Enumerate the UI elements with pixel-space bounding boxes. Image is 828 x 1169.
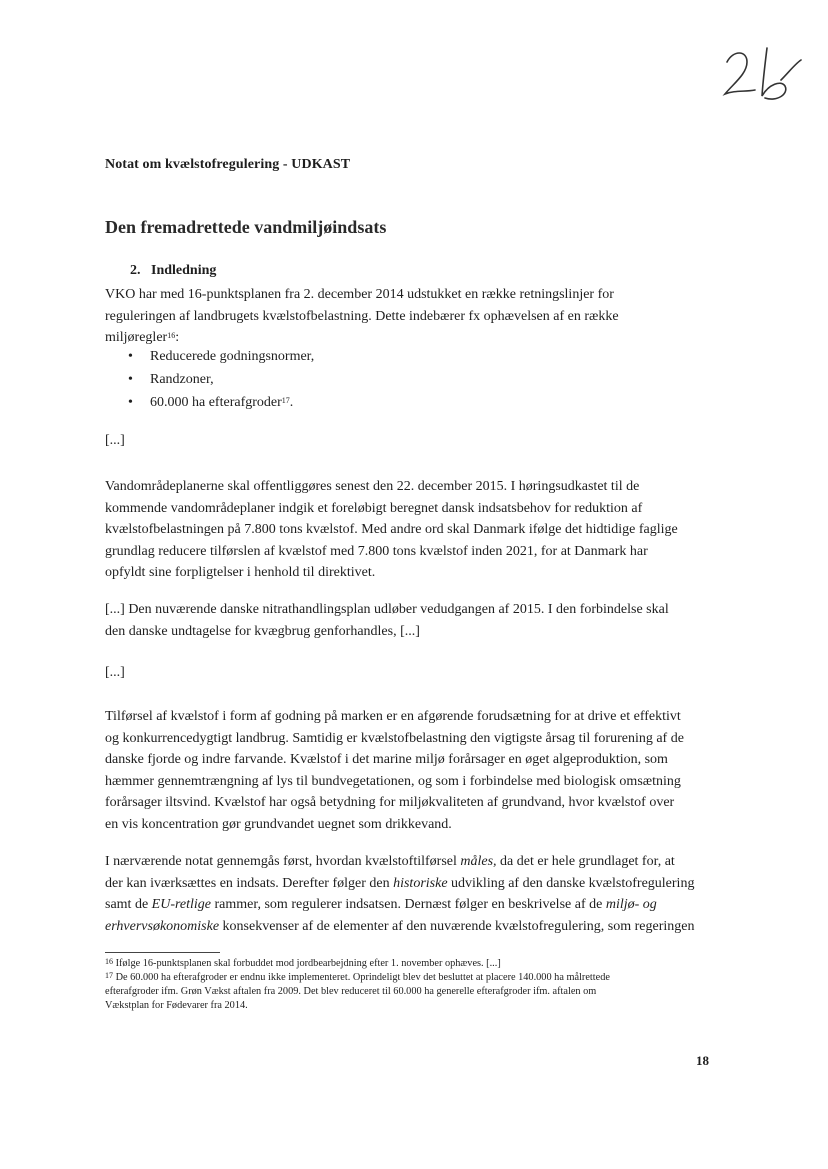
paragraph-line xyxy=(105,873,717,895)
paragraph-line: forårsager iltsvind. Kvælstof har også betydning for miljøkvaliteten af grundvand, hvor kvælstof over xyxy=(105,795,675,810)
section-title: Den fremadrettede vandmiljøindsats xyxy=(105,217,387,237)
text-run: der kan iværksættes en indsats. Derefter følger den xyxy=(105,875,394,891)
bullet-icon: • xyxy=(128,349,133,364)
intro-text-end: : xyxy=(175,330,180,345)
emphasis: erhvervsøkonomiske xyxy=(105,918,220,934)
paragraph-line: kvælstofbelastningen på 7.800 tons kvælstof. Med andre ord skal Danmark ifølge det hidtidige faglige xyxy=(105,522,678,537)
footnote-17-cont: efterafgroder ifm. Grøn Vækst aftalen fra 2009. Det blev reduceret til 60.000 ha generelle efterafgroder ifm. aftalen om xyxy=(105,986,597,997)
paragraph-line: opfyldt sine forpligtelser i henhold til direktivet. xyxy=(105,565,376,580)
footnotes xyxy=(105,957,717,1013)
list-item-text: Randzoner, xyxy=(150,372,214,387)
paragraph-line: den danske undtagelse for kvægbrug genforhandles, [...] xyxy=(105,623,420,639)
paragraph-line xyxy=(105,851,717,873)
paragraph-tilforsel xyxy=(105,706,717,835)
list-item-text: 60.000 ha efterafgroder xyxy=(150,395,282,410)
paragraph-line: Tilførsel af kvælstof i form af godning på marken er en afgørende forudsætning for at drive et effektivt xyxy=(105,709,681,724)
text-run: samt de xyxy=(105,897,152,912)
paragraph-line: [...] Den nuværende danske nitrathandlingsplan udløber vedudgangen af 2015. I den forbindelse skal xyxy=(105,602,669,617)
intro-paragraph xyxy=(105,284,717,349)
paragraph-line xyxy=(105,916,717,938)
intro-line: VKO har med 16-punktsplanen fra 2. december 2014 udstukket en række retningslinjer for xyxy=(105,287,614,302)
paragraph-line: Vandområdeplanerne skal offentliggøres senest den 22. december 2015. I høringsudkastet til de xyxy=(105,479,640,494)
paragraph-line: hæmmer gennemtrængning af lys til bundvegetationen, og som i forbindelse med biologisk omsætning xyxy=(105,773,681,789)
bullet-list xyxy=(128,345,314,414)
paragraph-line: danske fjorde og indre farvande. Kvælstof i det marine miljø forårsager en øget algeproduktion, som xyxy=(105,752,668,767)
footnote-text: Ifølge 16-punktsplanen skal forbuddet mod jordbearbejdning efter 1. november ophæves. [...] xyxy=(113,958,501,969)
emphasis: EU-retlige xyxy=(151,897,212,912)
paragraph-notat xyxy=(105,851,717,937)
footnote-divider xyxy=(105,952,220,953)
text-run: I nærværende notat gennemgås først, hvordan kvælstoftilførsel xyxy=(105,854,461,869)
paragraph-line: kommende vandområdeplaner indgik et foreløbigt beregnet dansk indsatsbehov for reduktion af xyxy=(105,500,643,516)
footnote-ref-16: 16 xyxy=(167,331,176,340)
text-run: konsekvenser af de elementer af den nuværende kvælstofregulering, som regeringen xyxy=(219,918,695,934)
paragraph-line: grundlag reducere tilførslen af kvælstof med 7.800 tons kvælstof inden 2021, for at Danmark har xyxy=(105,543,648,559)
list-item xyxy=(128,391,314,414)
footnote-17 xyxy=(105,971,717,985)
list-item xyxy=(128,368,314,391)
bullet-icon: • xyxy=(128,372,133,387)
memo-title: Notat om kvælstofregulering - UDKAST xyxy=(105,157,351,172)
footnote-number: 17 xyxy=(105,971,113,980)
sub-heading-indledning: 2. Indledning xyxy=(130,263,217,278)
list-item-text: Reducerede godningsnormer, xyxy=(150,349,315,364)
emphasis: historiske xyxy=(393,875,448,891)
ellipsis: [...] xyxy=(105,665,125,680)
intro-line: reguleringen af landbrugets kvælstofbelastning. Dette indebærer fx ophævelsen af en række xyxy=(105,308,619,324)
footnote-text: De 60.000 ha efterafgroder er endnu ikke implementeret. Oprindeligt blev det besluttet at placere 140.000 ha målrettede xyxy=(113,972,610,983)
bullet-icon: • xyxy=(128,395,133,410)
paragraph-line xyxy=(105,894,717,916)
list-item xyxy=(128,345,314,368)
paragraph-line: og konkurrencedygtigt landbrug. Samtidig er kvælstofbelastning den vigtigste årsag til forurening af de xyxy=(105,730,684,746)
handwritten-annotation xyxy=(715,40,815,110)
intro-text: miljøregler xyxy=(105,330,168,345)
paragraph-vandomrade xyxy=(105,476,717,584)
page-number: 18 xyxy=(696,1053,709,1068)
text-run: udvikling af den danske kvælstofregulering xyxy=(447,875,695,891)
footnote-16 xyxy=(105,957,717,971)
text-run: da det er hele grundlaget for, at xyxy=(496,854,675,869)
emphasis: miljø- og xyxy=(605,897,657,912)
footnote-number: 16 xyxy=(105,957,113,966)
footnote-17-cont: Vækstplan for Fødevarer fra 2014. xyxy=(105,1000,248,1011)
emphasis: måles, xyxy=(460,854,497,869)
footnote-ref-17: 17 xyxy=(281,396,290,405)
ellipsis: [...] xyxy=(105,433,125,448)
text-run: rammer, som regulerer indsatsen. Dernæst følger en beskrivelse af de xyxy=(211,897,606,912)
paragraph-line: en vis koncentration gør grundvandet uegnet som drikkevand. xyxy=(105,816,452,832)
list-item-end: . xyxy=(289,395,294,410)
paragraph-nitrat xyxy=(105,599,717,642)
